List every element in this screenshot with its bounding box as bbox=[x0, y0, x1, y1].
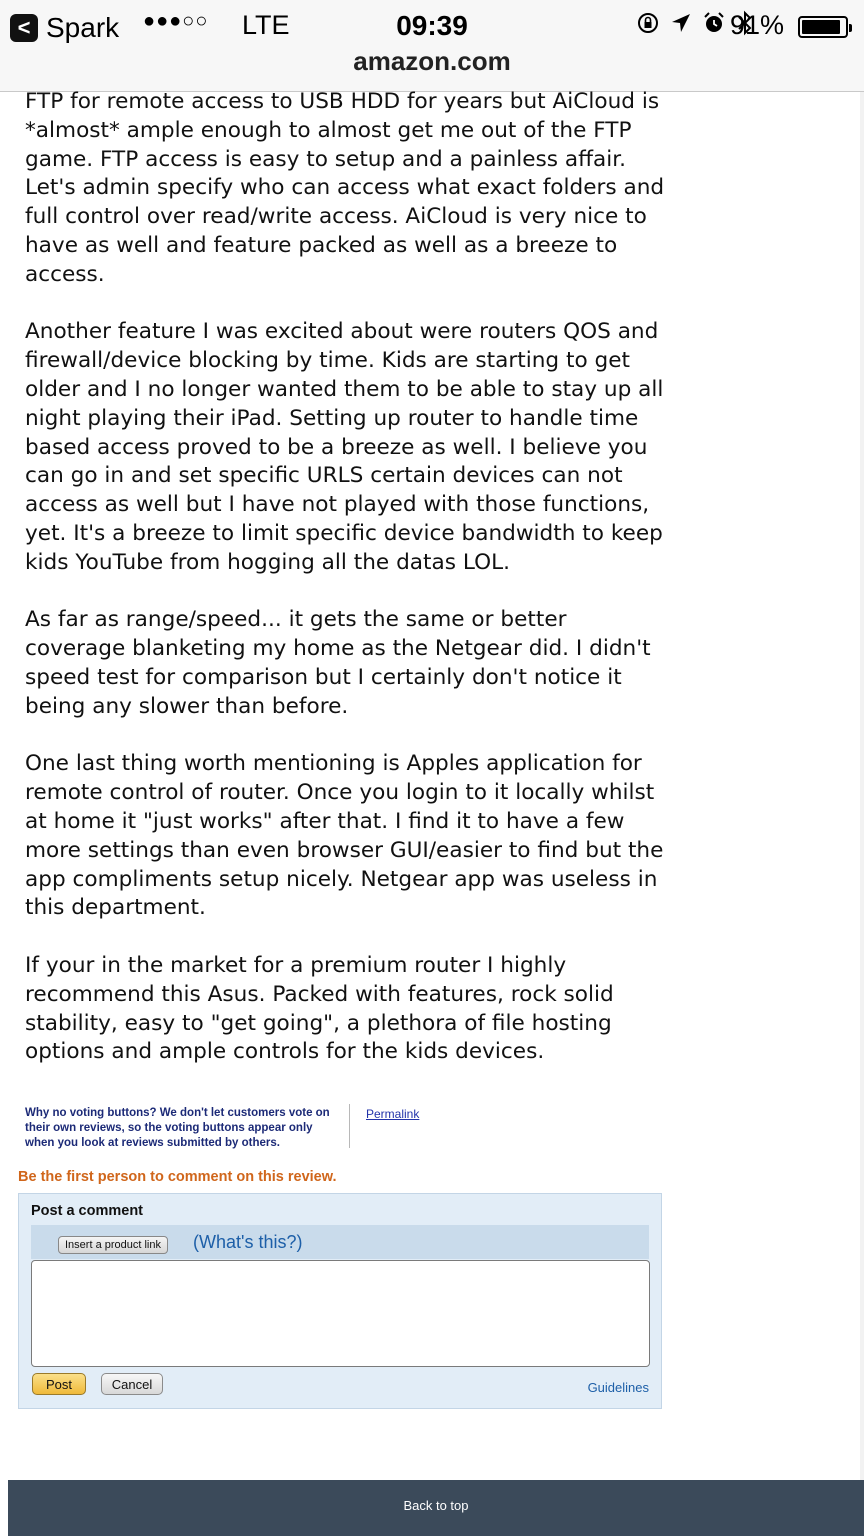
scroll-edge bbox=[860, 92, 864, 1480]
cancel-button[interactable]: Cancel bbox=[101, 1373, 163, 1395]
status-time: 09:39 bbox=[396, 10, 468, 41]
signal-strength-icon: ●●●○○ bbox=[143, 10, 209, 32]
orientation-lock-icon bbox=[636, 11, 660, 35]
review-paragraph: As far as range/speed... it gets the same or better coverage blanketing my home as the Netgear did. I didn't speed test for comparison but I certainly don't notice it being any slower than before. bbox=[25, 607, 651, 719]
review-paragraph: One last thing worth mentioning is Apples application for remote control of router. Once you login to it locally whilst at home it "just works" after that. I find it to have a few more settings than even browser GUI/easier to find but the app compliments setup nicely. Netgear app was useless in this department. bbox=[25, 751, 664, 921]
meta-divider bbox=[349, 1104, 350, 1148]
voting-note: Why no voting buttons? We don't let customers vote on their own reviews, so the voting buttons appear only when you look at reviews submitted by others. bbox=[25, 1107, 330, 1149]
review-paragraph: If your in the market for a premium router I highly recommend this Asus. Packed with features, rock solid stability, easy to "get going", a plethora of file hosting options and ample controls for the kids devices. bbox=[25, 952, 614, 1065]
review-body bbox=[25, 88, 665, 1096]
permalink-link[interactable]: Permalink bbox=[366, 1107, 420, 1121]
first-comment-prompt: Be the first person to comment on this review. bbox=[18, 1169, 337, 1185]
status-bar bbox=[0, 0, 864, 92]
location-arrow-icon bbox=[670, 12, 692, 34]
review-meta bbox=[25, 1104, 665, 1152]
comment-textarea[interactable] bbox=[31, 1260, 650, 1367]
url-domain[interactable]: amazon.com bbox=[353, 46, 511, 76]
post-button[interactable]: Post bbox=[32, 1373, 86, 1395]
product-link-bar bbox=[31, 1225, 649, 1259]
review-paragraph: Another feature I was excited about were routers QOS and firewall/device blocking by time. Kids are starting to get older and I no longer wanted them to be able to stay up all night playing their iPad. Setting up router to handle time based access proved to be a breeze as well. I believe you can go in and set specific URLS certain devices can not access as well but I have not played with those functions, yet. It's a breeze to limit specific device bandwidth to keep kids YouTube from hogging all the datas LOL. bbox=[25, 319, 664, 575]
battery-nub bbox=[849, 24, 852, 32]
battery-percent: 91% bbox=[729, 10, 784, 40]
back-arrow-icon: < bbox=[10, 14, 38, 42]
insert-product-link-button[interactable]: Insert a product link bbox=[58, 1236, 168, 1254]
alarm-icon bbox=[702, 11, 726, 35]
back-app-name: Spark bbox=[46, 12, 120, 43]
guidelines-link[interactable]: Guidelines bbox=[587, 1380, 649, 1395]
post-comment-box bbox=[18, 1193, 662, 1409]
back-to-top-button[interactable]: Back to top bbox=[8, 1480, 864, 1536]
post-comment-title: Post a comment bbox=[31, 1203, 143, 1219]
carrier-label: LTE bbox=[242, 10, 290, 40]
battery-icon bbox=[798, 16, 848, 38]
battery-level-fill bbox=[802, 20, 840, 34]
review-paragraph: FTP for remote access to USB HDD for years but AiCloud is *almost* ample enough to almost get me out of the FTP game. FTP access is easy to setup and a painless affair. Let's admin specify who can access what exact folders and full control over read/write access. AiCloud is very nice to have as well and feature packed as well as a breeze to access. bbox=[25, 89, 665, 287]
whats-this-link[interactable]: (What's this?) bbox=[193, 1232, 303, 1252]
